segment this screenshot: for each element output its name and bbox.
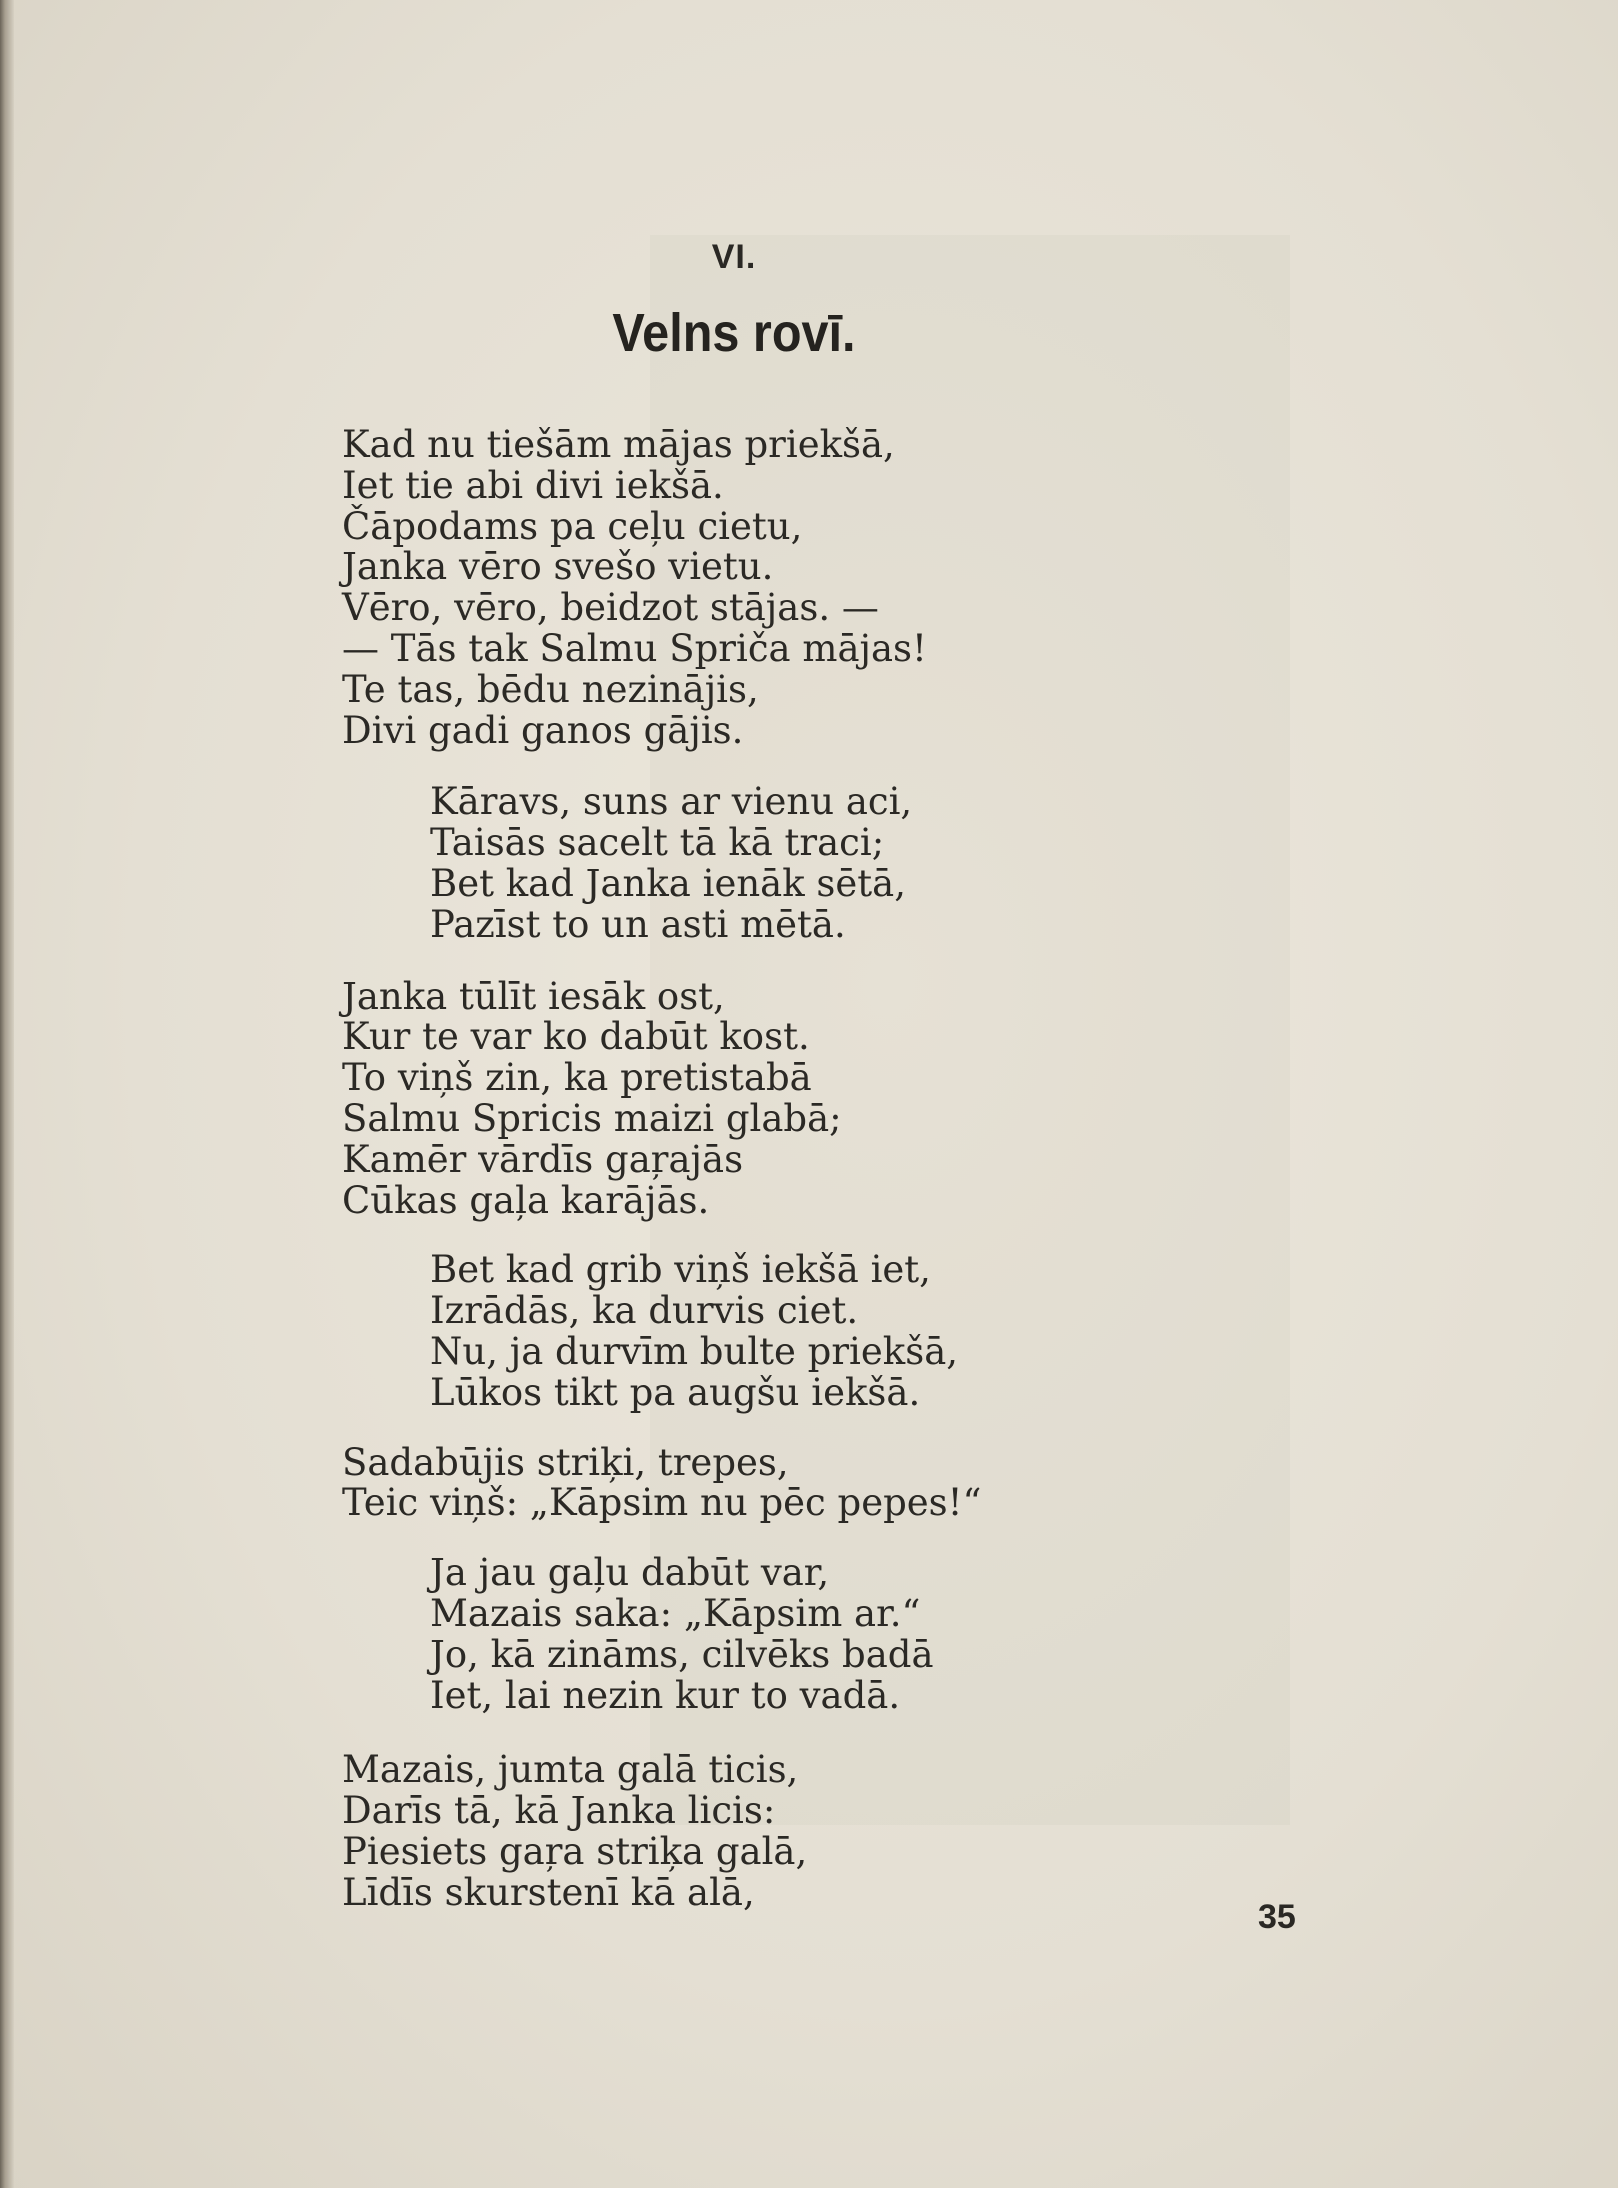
- verse-line: Kad nu tiešām mājas priekšā,: [342, 423, 895, 466]
- verse-line: Lūkos tikt pa augšu iekšā.: [430, 1370, 921, 1414]
- stanza-6: [342, 1553, 1102, 1716]
- verse-line: Kāravs, suns ar vienu aci,: [430, 780, 913, 824]
- page-number: 35: [1258, 1898, 1296, 1936]
- verse-line: Kur te var ko dabūt kost.: [342, 1015, 810, 1059]
- verse-line: Izrādās, ka durvis ciet.: [430, 1289, 859, 1333]
- poem-body: [342, 425, 1102, 1914]
- verse-line: Mazais, jumta galā ticis,: [342, 1748, 799, 1792]
- stanza-5: [342, 1440, 1102, 1525]
- binding-edge: [0, 0, 14, 2188]
- verse-line: Līdīs skurstenī kā alā,: [342, 1870, 755, 1914]
- stanza-2: [342, 782, 1102, 945]
- verse-line: Teic viņš: „Kāpsim nu pēc pepes!“: [342, 1481, 982, 1525]
- stanza-3: [342, 974, 1102, 1222]
- verse-line: Piesiets gaŗa striķa galā,: [342, 1829, 808, 1873]
- verse-line: Pazīst to un asti mētā.: [430, 902, 846, 946]
- verse-line: — Tās tak Salmu Spriča mājas!: [342, 626, 927, 670]
- verse-line: Janka vēro svešo vietu.: [342, 545, 774, 589]
- verse-line: Bet kad Janka ienāk sētā,: [430, 861, 906, 905]
- verse-line: To viņš zin, ka pretistabā: [342, 1056, 812, 1100]
- stanza-1: [342, 425, 1102, 751]
- verse-line: Bet kad grib viņš iekšā iet,: [430, 1248, 931, 1292]
- verse-line: Vēro, vēro, beidzot stājas. —: [342, 586, 879, 630]
- stanza-4: [342, 1250, 1102, 1413]
- verse-line: Sadabūjis striķi, trepes,: [342, 1440, 789, 1484]
- verse-line: Kamēr vārdīs gaŗajās: [342, 1137, 744, 1181]
- verse-line: Janka tūlīt iesāk ost,: [342, 974, 725, 1018]
- verse-line: Darīs tā, kā Janka licis:: [342, 1789, 776, 1833]
- verse-line: Divi gadi ganos gājis.: [342, 708, 744, 752]
- verse-line: Nu, ja durvīm bulte priekšā,: [430, 1329, 959, 1373]
- poem-title: Velns rovī.: [612, 303, 856, 363]
- verse-line: Jo, kā zināms, cilvēks badā: [430, 1632, 934, 1676]
- verse-line: Salmu Spricis maizi glabā;: [342, 1096, 842, 1140]
- verse-line: Čāpodams pa ceļu cietu,: [342, 504, 803, 548]
- chapter-number: VI.: [711, 238, 757, 276]
- verse-line: Iet, lai nezin kur to vadā.: [430, 1673, 901, 1717]
- verse-line: Cūkas gaļa karājās.: [342, 1178, 710, 1222]
- stanza-7: [342, 1750, 1102, 1913]
- verse-line: Taisās sacelt tā kā traci;: [430, 821, 885, 865]
- verse-line: Iet tie abi divi iekšā.: [342, 463, 724, 507]
- verse-line: Te tas, bēdu nezinājis,: [342, 667, 759, 711]
- verse-line: Ja jau gaļu dabūt var,: [430, 1551, 830, 1595]
- verse-line: Mazais saka: „Kāpsim ar.“: [430, 1591, 921, 1635]
